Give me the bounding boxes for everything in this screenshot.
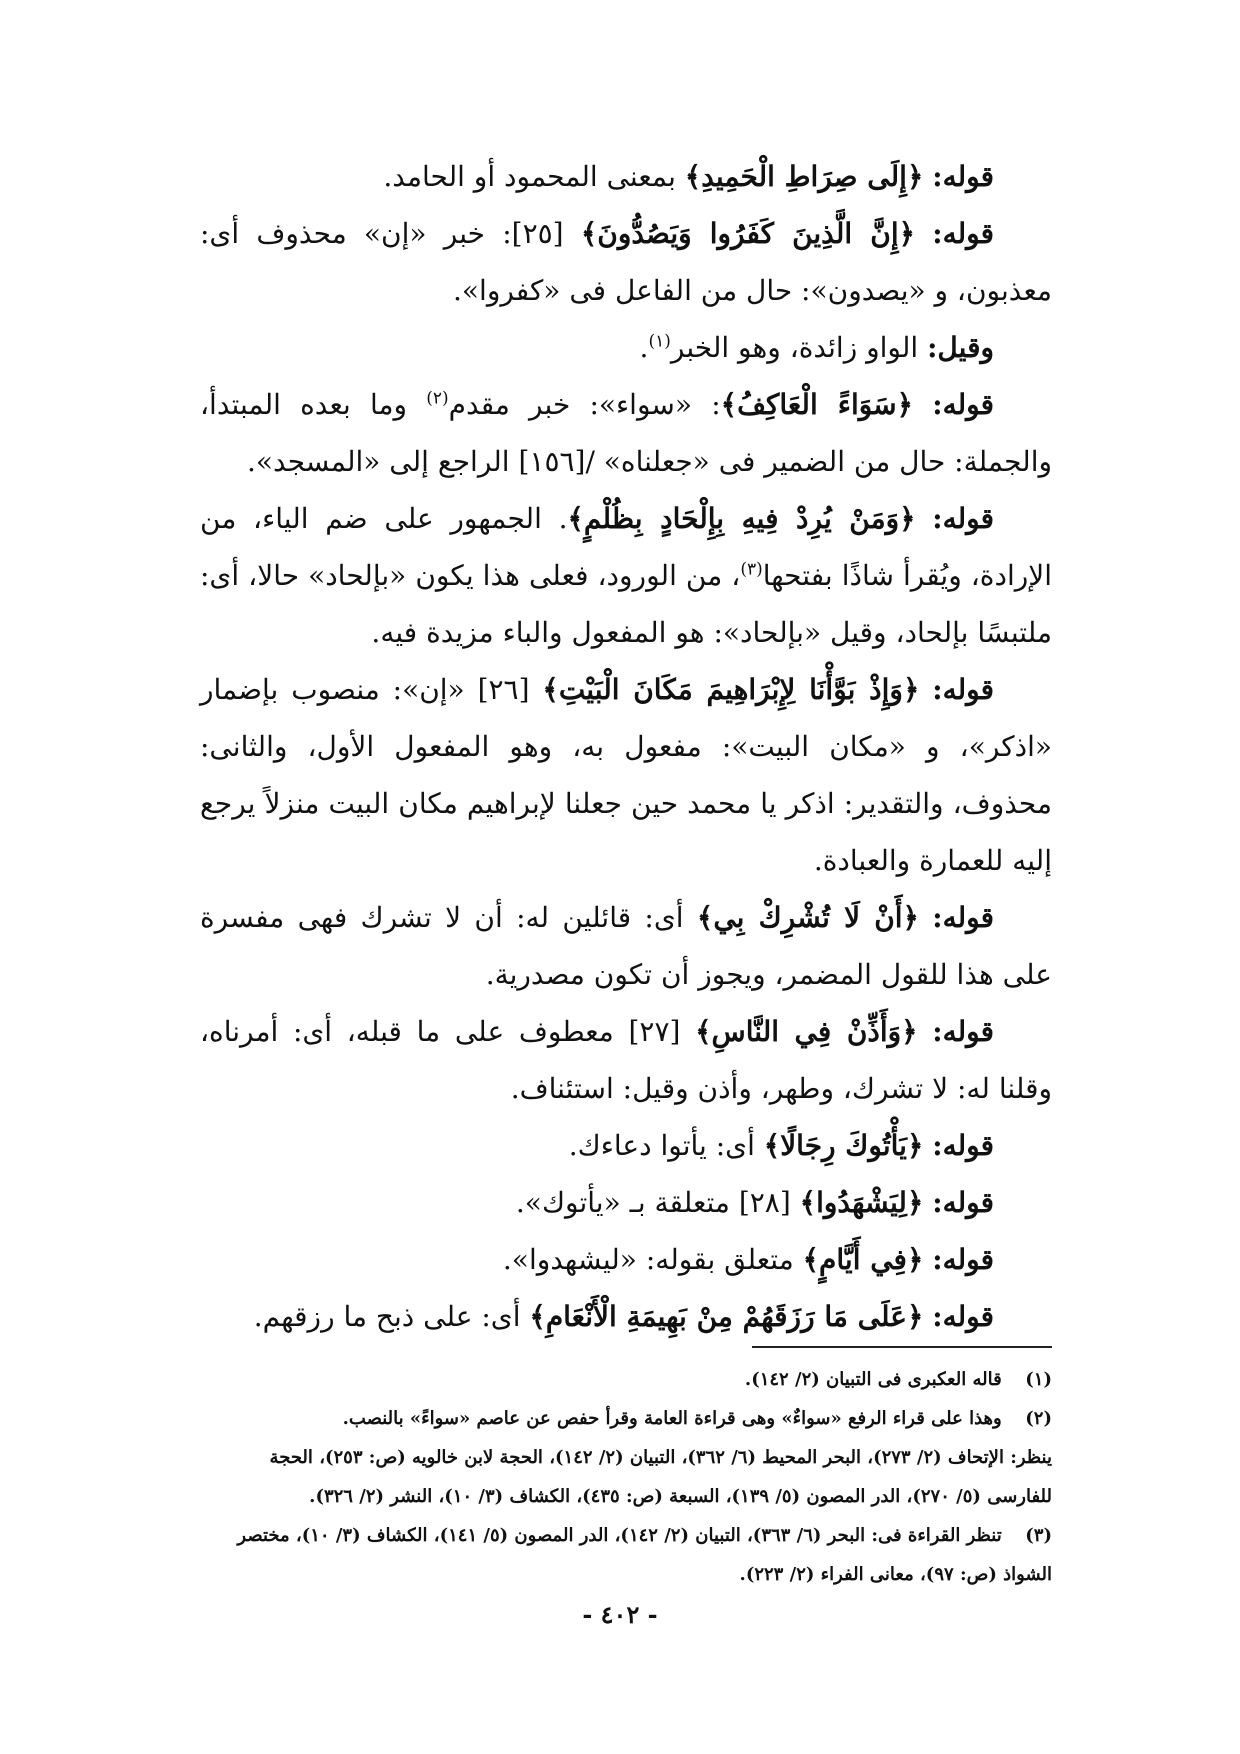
- commentary-paragraph: [200, 1288, 1052, 1345]
- footnote-number: (٢): [1025, 1408, 1052, 1429]
- paragraph-text: : «سواء»: خبر مقدم: [448, 388, 721, 421]
- quran-verse: ﴿أَنْ لَا تُشْرِكْ بِي﴾: [696, 901, 919, 934]
- footnote: [200, 1516, 1052, 1594]
- paragraph-label: قوله:: [932, 160, 994, 193]
- commentary-paragraph: [200, 1231, 1052, 1288]
- footnote-marker[interactable]: (٢): [426, 388, 449, 409]
- footnote-text: تنظر القراءة فى: البحر (٦/ ٣٦٣)، التبيان (٢/ ١٤٢)، الدر المصون (٥/ ١٤١)، الكشاف (٣/ ١٠)، مختصر الشواذ (ص: ٩٧)، معانى الفراء (٢/ ٢٢٣).: [237, 1525, 1052, 1585]
- quran-verse: ﴿عَلَى مَا رَزَقَهُمْ مِنْ بَهِيمَةِ الْأَنْعَامِ﴾: [529, 1300, 924, 1333]
- commentary-paragraph: [200, 319, 1052, 376]
- footnotes: [200, 1360, 1052, 1594]
- commentary-paragraph: [200, 1117, 1052, 1174]
- footnote-separator: [752, 1346, 1052, 1348]
- paragraph-text-after: .: [639, 331, 649, 364]
- paragraph-text: . الجمهور على ضم الياء، من الإرادة، ويُقرأ شاذًا بفتحها: [200, 502, 1052, 592]
- paragraph-text-after: ، من الورود، فعلى هذا يكون «بإلحاد» حالا، أى: ملتبسًا بإلحاد، وقيل «بإلحاد»: هو المفعول والباء مزيدة فيه.: [200, 559, 1052, 649]
- footnote-text: قاله العكبرى فى التبيان (٢/ ١٤٢).: [744, 1369, 1002, 1390]
- quran-verse: ﴿لِيَشْهَدُوا﴾: [799, 1186, 924, 1219]
- footnote-marker[interactable]: (١): [648, 331, 671, 352]
- paragraph-label: وقيل:: [927, 331, 994, 364]
- footnote-number: (٣): [1025, 1525, 1052, 1546]
- commentary-paragraph: [200, 1003, 1052, 1117]
- footnote-continuation: [200, 1438, 1052, 1516]
- quran-verse: ﴿وَمَنْ يُرِدْ فِيهِ بِإِلْحَادٍ بِظُلْمٍ﴾: [567, 502, 916, 535]
- paragraph-text: [٢٨] متعلقة بـ «يأتوك».: [515, 1186, 791, 1219]
- footnote-text: ينظر: الإتحاف (٢/ ٢٧٣)، البحر المحيط (٦/ ٣٦٢)، التبيان (٢/ ١٤٢)، الحجة لابن خالويه (ص: ٢٥٣)، الحجة للفارسى (٥/ ٢٧٠)، الدر المصون (٥/ ١٣٩)، السبعة (ص: ٤٣٥)، الكشاف (٣/ ١٠)، النشر (٢/ ٣٢٦).: [269, 1447, 1052, 1507]
- page-number: - ٤٠٢ -: [582, 1600, 658, 1629]
- quran-verse: ﴿يَأْتُوكَ رِجَالًا﴾: [763, 1129, 924, 1162]
- paragraph-text: بمعنى المحمود أو الحامد.: [383, 160, 676, 193]
- commentary-paragraph: [200, 661, 1052, 889]
- paragraph-label: قوله:: [932, 1300, 994, 1333]
- paragraph-text: أى: على ذبح ما رزقهم.: [253, 1300, 521, 1333]
- quran-verse: ﴿إِلَى صِرَاطِ الْحَمِيدِ﴾: [684, 160, 924, 193]
- footnote-number: (١): [1025, 1369, 1052, 1390]
- quran-verse: ﴿وَأَذِّنْ فِي النَّاسِ﴾: [695, 1015, 918, 1048]
- paragraph-text: أى: يأتوا دعاءك.: [568, 1129, 755, 1162]
- footnote: [200, 1360, 1052, 1399]
- paragraph-text-after: وما بعده المبتدأ، والجملة: حال من الضمير فى «جعلناه» /[١٥٦] الراجع إلى «المسجد».: [200, 388, 1052, 478]
- paragraph-text: الواو زائدة، وهو الخبر: [670, 331, 919, 364]
- commentary-paragraph: [200, 889, 1052, 1003]
- quran-verse: ﴿فِي أَيَّامٍ﴾: [802, 1243, 924, 1276]
- commentary-paragraph: [200, 148, 1052, 205]
- quran-verse: ﴿سَوَاءً الْعَاكِفُ﴾: [720, 388, 914, 421]
- paragraph-text: أى: قائلين له: أن لا تشرك فهى مفسرة على هذا للقول المضمر، ويجوز أن تكون مصدرية.: [200, 901, 1052, 991]
- paragraph-text: [٢٦] «إن»: منصوب بإضمار «اذكر»، و «مكان البيت»: مفعول به، وهو المفعول الأول، والثانى: محذوف، والتقدير: اذكر يا محمد حين جعلنا لإبراهيم مكان البيت منزلاً يرجع إليه للعمارة والعبادة.: [200, 673, 1052, 877]
- paragraph-label: قوله:: [932, 1186, 994, 1219]
- commentary-paragraph: [200, 490, 1052, 661]
- paragraph-label: قوله:: [932, 217, 995, 250]
- commentary-paragraph: [200, 205, 1052, 319]
- quran-verse: ﴿إِنَّ الَّذِينَ كَفَرُوا وَيَصُدُّونَ﴾: [580, 217, 916, 250]
- paragraph-label: قوله:: [932, 1243, 994, 1276]
- commentary-paragraph: [200, 1174, 1052, 1231]
- paragraph-text: [٢٥]: خبر «إن» محذوف أى: معذبون، و «يصدون»: حال من الفاعل فى «كفروا».: [200, 217, 1052, 307]
- footnote-marker[interactable]: (٣): [740, 559, 763, 580]
- paragraph-label: قوله:: [932, 502, 994, 535]
- paragraph-text: [٢٧] معطوف على ما قبله، أى: أمرناه، وقلنا له: لا تشرك، وطهر، وأذن وقيل: استئناف.: [200, 1015, 1052, 1105]
- commentary-paragraph: [200, 376, 1052, 490]
- paragraph-label: قوله:: [932, 388, 994, 421]
- paragraph-label: قوله:: [932, 1129, 994, 1162]
- paragraph-label: قوله:: [932, 901, 995, 934]
- paragraph-label: قوله:: [932, 673, 994, 706]
- main-text: [200, 148, 1052, 1345]
- quran-verse: ﴿وَإِذْ بَوَّأْنَا لِإِبْرَاهِيمَ مَكَانَ الْبَيْتِ﴾: [542, 673, 920, 706]
- footnote: [200, 1399, 1052, 1438]
- paragraph-text: متعلق بقوله: «ليشهدوا».: [502, 1243, 794, 1276]
- footnote-text: وهذا على قراء الرفع «سواءٌ» وهى قراءة العامة وقرأ حفص عن عاصم «سواءً» بالنصب.: [342, 1408, 1002, 1429]
- paragraph-label: قوله:: [932, 1015, 994, 1048]
